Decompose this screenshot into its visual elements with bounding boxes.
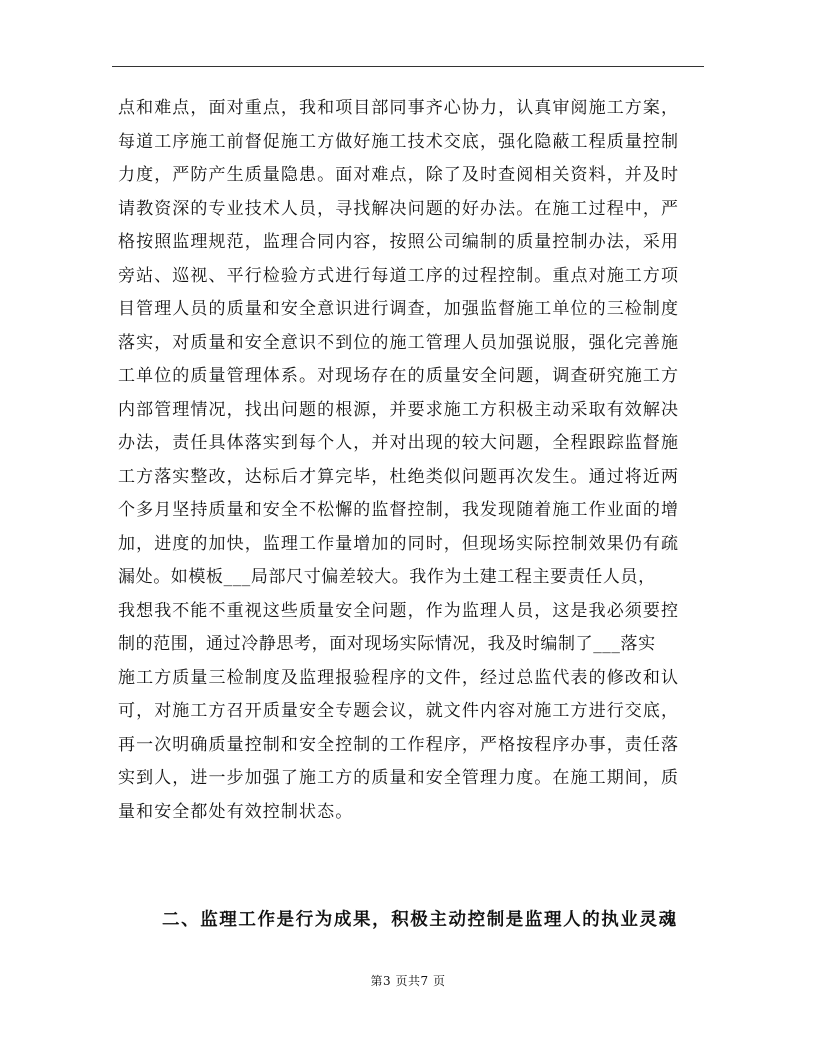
text-line: 制的范围，通过冷静思考，面对现场实际情况，我及时编制了___落实 xyxy=(118,634,656,654)
text-line: 加，进度的加快，监理工作量增加的同时，但现场实际控制效果仍有疏 xyxy=(118,533,680,554)
text-line: 个多月坚持质量和安全不松懈的监督控制，我发现随着施工作业面的增 xyxy=(118,500,680,520)
text-line: 落实，对质量和安全意识不到位的施工管理人员加强说服，强化完善施 xyxy=(118,332,680,353)
text-line: 漏处。如模板___局部尺寸偏差较大。我作为土建工程主要责任人员， xyxy=(118,567,656,587)
text-line: 办法，责任具体落实到每个人，并对出现的较大问题，全程跟踪监督施 xyxy=(118,433,680,453)
text-line: 每道工序施工前督促施工方做好施工技术交底，强化隐蔽工程质量控制 xyxy=(118,131,680,152)
text-line: 请教资深的专业技术人员，寻找解决问题的好办法。在施工过程中，严 xyxy=(118,198,680,219)
text-line: 力度，严防产生质量隐患。面对难点，除了及时查阅相关资料，并及时 xyxy=(118,165,680,185)
section-heading: 二、监理工作是行为成果，积极主动控制是监理人的执业灵魂 xyxy=(162,910,678,930)
text-line: 我想我不能不重视这些质量安全问题，作为监理人员，这是我必须要控 xyxy=(118,600,680,621)
text-line: 再一次明确质量控制和安全控制的工作程序，严格按程序办事，责任落 xyxy=(118,734,680,755)
text-line: 目管理人员的质量和安全意识进行调查，加强监督施工单位的三检制度 xyxy=(118,299,680,319)
page-footer: 第3 页共7 页 xyxy=(370,974,446,988)
text-line: 格按照监理规范，监理合同内容，按照公司编制的质量控制办法，采用 xyxy=(118,232,680,252)
text-line: 量和安全都处有效控制状态。 xyxy=(118,801,354,822)
text-line: 可，对施工方召开质量安全专题会议，就文件内容对施工方进行交底， xyxy=(118,701,680,721)
text-line: 旁站、巡视、平行检验方式进行每道工序的过程控制。重点对施工方项 xyxy=(118,265,680,286)
text-line: 实到人，进一步加强了施工方的质量和安全管理力度。在施工期间，质 xyxy=(118,768,680,788)
text-line: 工方落实整改，达标后才算完毕，杜绝类似问题再次发生。通过将近两 xyxy=(118,466,680,487)
text-line: 内部管理情况，找出问题的根源，并要求施工方积极主动采取有效解决 xyxy=(118,399,680,420)
body-paragraph xyxy=(118,92,708,829)
text-line: 施工方质量三检制度及监理报验程序的文件，经过总监代表的修改和认 xyxy=(118,667,680,688)
header-rule xyxy=(112,66,704,67)
text-line: 工单位的质量管理体系。对现场存在的质量安全问题，调查研究施工方 xyxy=(118,366,680,386)
text-line: 点和难点，面对重点，我和项目部同事齐心协力，认真审阅施工方案， xyxy=(118,98,680,118)
